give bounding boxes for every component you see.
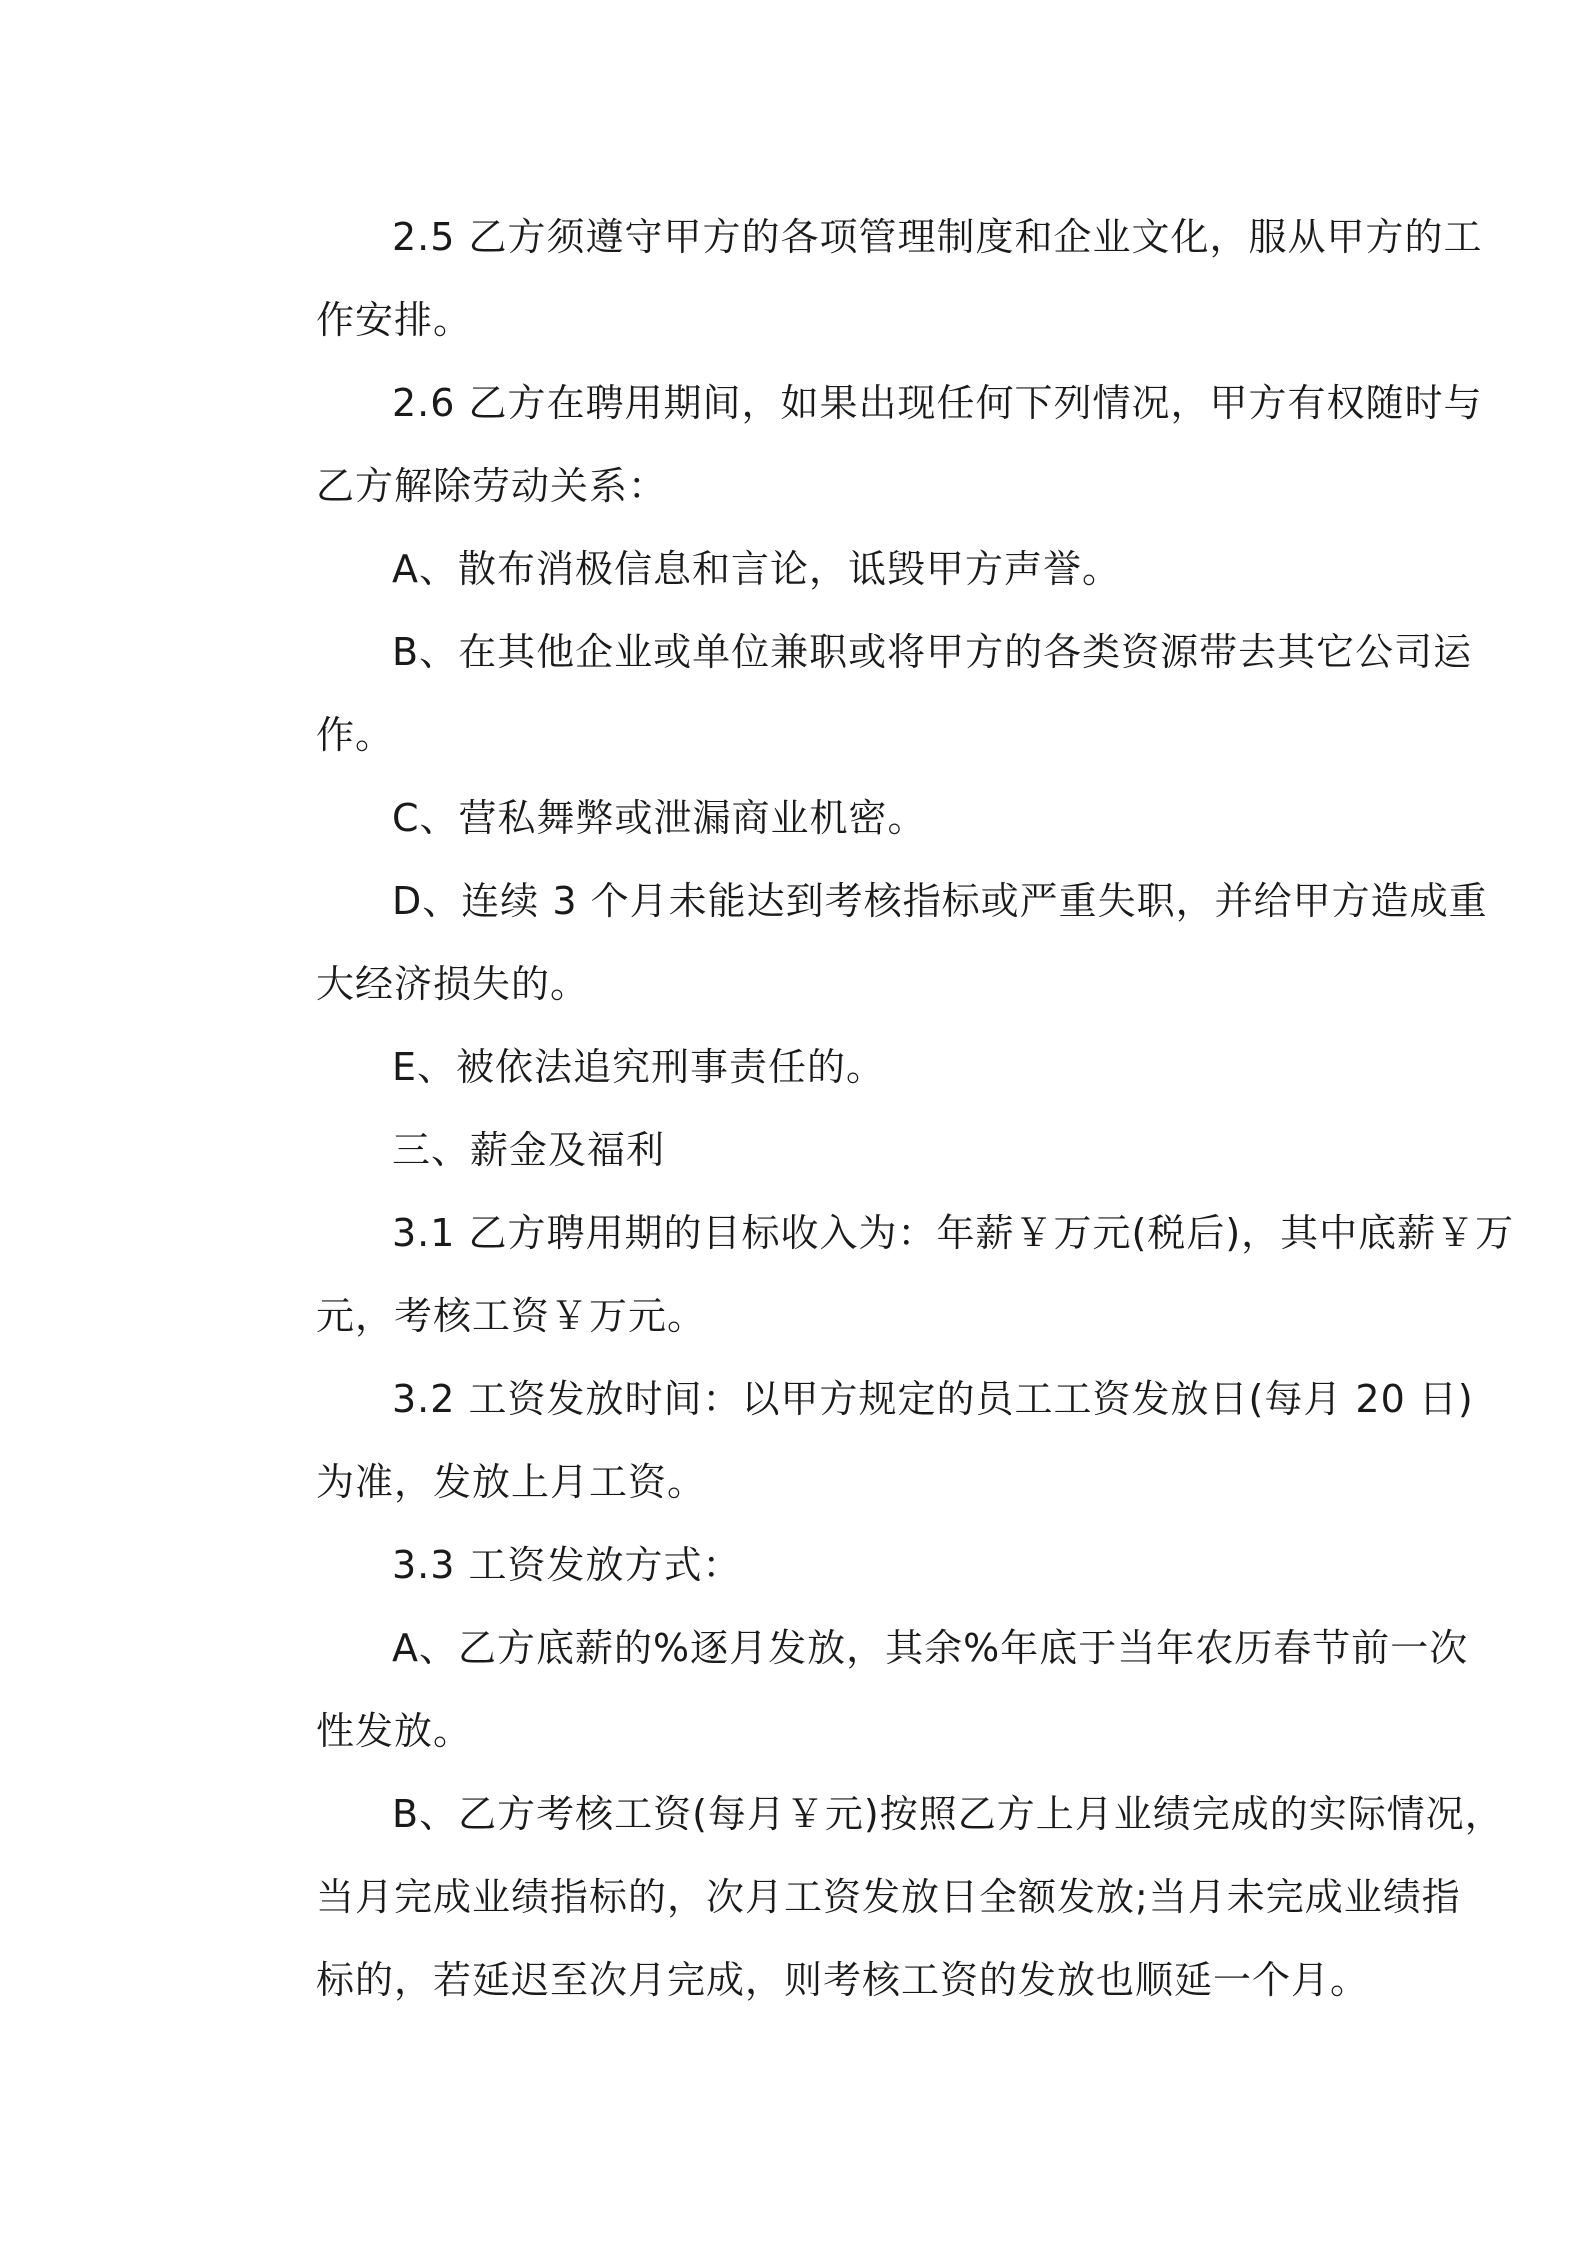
- clause-2-6: [240, 362, 1483, 528]
- section-heading: 三、薪金及福利: [392, 1128, 666, 1172]
- clause-3-2: [240, 1358, 1474, 1524]
- section-heading-salary: [240, 1109, 1355, 1192]
- text-line: 元，考核工资￥万元。: [316, 1294, 707, 1338]
- text-line: A、乙方底薪的%逐月发放，其余%年底于当年农历春节前一次: [392, 1626, 1469, 1670]
- text-line: 3.2 工资发放时间：以甲方规定的员工工资发放日(每月 20 日): [392, 1377, 1474, 1421]
- text-line: 当月完成业绩指标的，次月工资发放日全额发放;当月未完成业绩指: [316, 1875, 1461, 1919]
- text-line: B、在其他企业或单位兼职或将甲方的各类资源带去其它公司运: [392, 630, 1473, 674]
- document-body: [240, 196, 1515, 2022]
- text-line: 2.6 乙方在聘用期间，如果出现任何下列情况，甲方有权随时与: [392, 381, 1483, 425]
- text-line: B、乙方考核工资(每月￥元)按照乙方上月业绩完成的实际情况，: [392, 1792, 1504, 1836]
- item-e: [240, 1026, 1355, 1109]
- item-d: [240, 860, 1488, 1026]
- text-line: D、连续 3 个月未能达到考核指标或严重失职，并给甲方造成重: [392, 879, 1488, 923]
- text-line: 2.5 乙方须遵守甲方的各项管理制度和企业文化，服从甲方的工: [392, 215, 1483, 259]
- text-line: 性发放。: [316, 1709, 473, 1753]
- text-line: 大经济损失的。: [316, 962, 590, 1006]
- clause-2-5: [240, 196, 1483, 362]
- item-b: [240, 611, 1473, 777]
- clause-3-1: [240, 1192, 1515, 1358]
- text-line: A、散布消极信息和言论，诋毁甲方声誉。: [392, 547, 1121, 591]
- text-line: 3.1 乙方聘用期的目标收入为：年薪￥万元(税后)，其中底薪￥万: [392, 1211, 1515, 1255]
- clause-3-3: [240, 1524, 1355, 1607]
- text-line: 乙方解除劳动关系：: [316, 464, 668, 508]
- item-3-3-b: [240, 1773, 1504, 2022]
- text-line: 3.3 工资发放方式：: [392, 1543, 742, 1587]
- item-3-3-a: [240, 1607, 1469, 1773]
- text-line: 标的，若延迟至次月完成，则考核工资的发放也顺延一个月。: [316, 1958, 1370, 2002]
- text-line: E、被依法追究刑事责任的。: [392, 1045, 886, 1089]
- item-a: [240, 528, 1355, 611]
- text-line: C、营私舞弊或泄漏商业机密。: [392, 796, 927, 840]
- text-line: 作。: [316, 713, 395, 757]
- text-line: 作安排。: [316, 298, 473, 342]
- text-line: 为准，发放上月工资。: [316, 1460, 707, 1504]
- item-c: [240, 777, 1355, 860]
